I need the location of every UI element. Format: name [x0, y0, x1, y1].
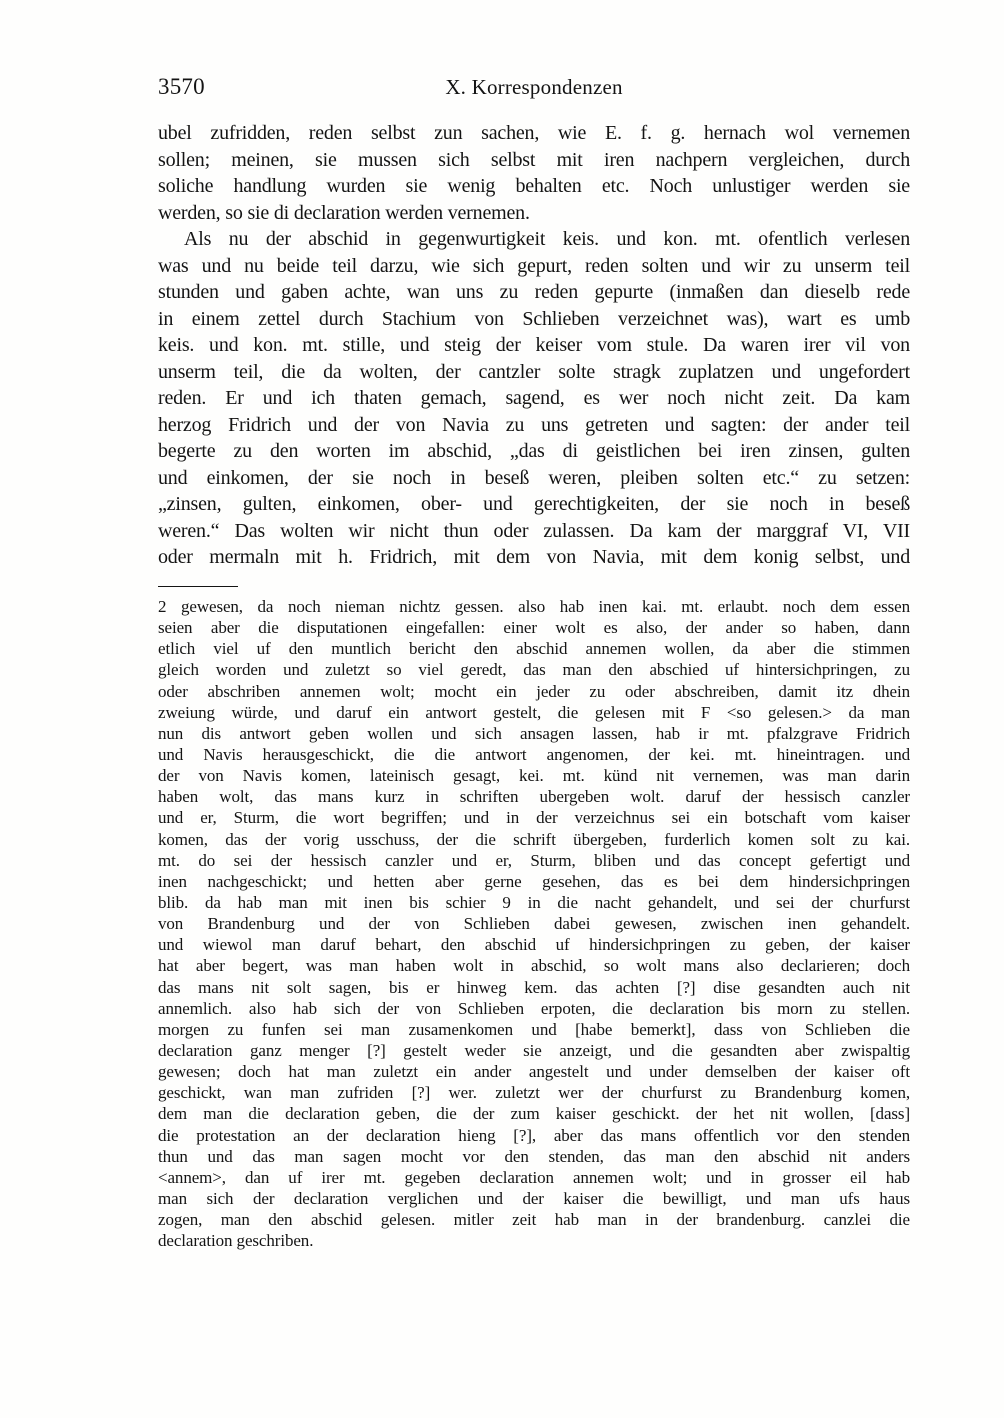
body-line: weren.“ Das wolten wir nicht thun oder zulassen. Da kam der marggraf VI, VII — [158, 519, 910, 542]
footnote-line: declaration geschriben. — [158, 1231, 314, 1251]
footnote-line: gleich worden und zuletzt so viel geredt, das man den abschied uf hintersichpringen, zu — [158, 660, 910, 680]
running-header: X. Korrespondenzen — [445, 75, 623, 99]
footnote-line: oder abschriben annemen wolt; mocht ein jeder zu oder abschreiben, damit itz dhein — [158, 681, 910, 701]
footnote-line: zweiung würde, und daruf ein antwort gestelt, die gelesen mit F <so gelesen.> da man — [158, 702, 910, 722]
footnote-line: gewesen; doch hat man zuletzt ein ander angestelt und under demselben der kaiser oft — [158, 1062, 910, 1082]
body-line: in einem zettel durch Stachium von Schlieben verzeichnet was), wart es umb — [158, 307, 910, 330]
footnote-line: und wiewol man daruf behart, den abschid uf hindersichpringen zu geben, der kaiser — [158, 935, 910, 955]
body-line: reden. Er und ich thaten gemach, sagend, es wer noch nicht zeit. Da kam — [158, 387, 910, 409]
footnote-block — [158, 596, 910, 1251]
footnote-line: hat aber begert, was man haben wolt in abschid, so wolt mans also declarieren; doch — [158, 956, 910, 976]
footnote-line: zogen, man den abschid gelesen. mitler zeit hab man in der brandenburg. canzlei die — [158, 1210, 910, 1230]
footnote-line: annemlich. also hab sich der von Schlieben erpoten, die declaration bis morn zu stellen. — [158, 998, 910, 1018]
footnote-line: <annem>, dan uf irer mt. gegeben declaration annemen wolt; und in grosser eil hab — [158, 1167, 910, 1187]
body-line: keis. und kon. mt. stille, und steig der keiser vom stule. Da waren irer vil von — [158, 334, 910, 356]
footnote-line: etlich viel uf den muntlich bericht den abschid annemen wollen, da aber die stimmen — [158, 639, 910, 659]
footnote-line: mt. do sei der hessisch canzler und er, Sturm, bliben und das concept gefertigt und — [158, 850, 910, 870]
footnote-line: inen nachgeschickt; und hetten aber gerne gesehen, das es bei dem hindersichpringen — [158, 871, 910, 891]
footnote-line: der von Navis komen, lateinisch gesagt, kei. mt. künd nit vernemen, was man darin — [158, 766, 910, 786]
footnote-line: blib. da hab man mit inen bis schier 9 in die nacht gehandelt, und sei der churfurst — [158, 892, 910, 912]
footnote-line: 2 gewesen, da noch nieman nichtz gessen. also hab inen kai. mt. erlaubt. noch dem essen — [158, 597, 910, 616]
footnote-line: und Navis herausgeschickt, die die antwort angenomen, der kei. mt. hineintragen. und — [158, 744, 910, 764]
footnote-line: dem man die declaration geben, die der zum kaiser geschickt. der het nit wollen, [dass] — [158, 1104, 910, 1124]
footnote-line: von Brandenburg und der von Schlieben dabei gewesen, zwischen inen gehandelt. — [158, 914, 910, 934]
footnote-line: haben wolt, das mans kurz in schriften ubergeben wolt. daruf der hessisch canzler — [158, 787, 910, 807]
body-line: was und nu beide teil darzu, wie sich gepurt, reden solten und wir zu unserm teil — [158, 254, 910, 277]
footnote-line: man sich der declaration verglichen und der kaiser die bewilligt, und man ufs haus — [158, 1188, 910, 1208]
footnote-line: die protestation an der declaration hieng [?], aber das mans offentlich vor den stenden — [158, 1125, 910, 1145]
body-line: stunden und gaben achte, wan uns zu reden gepurte (inmaßen dan dieselb rede — [158, 281, 910, 303]
footnote-line: seien aber die disputationen eingefallen: einer wolt es also, der ander so haben, dann — [158, 618, 910, 638]
body-line: begerte zu den worten im abschid, „das di geistlichen bei iren zinsen, gulten — [158, 440, 910, 462]
footnote-line: und er, Sturm, die wort begriffen; und in der verzeichnus sei ein botschaft vom kaiser — [158, 808, 910, 828]
page-header — [158, 74, 910, 102]
footnote-line: thun und das man sagen mocht vor den stenden, das man den abschid nit anders — [158, 1146, 910, 1166]
body-line: und einkomen, der sie noch in beseß weren, pleiben solten etc.“ zu setzen: — [158, 466, 910, 489]
footnote-line: das mans nit solt sagen, bis er hinweg kem. das achten [?] dise gesandten auch nit — [158, 977, 910, 997]
body-line: sollen; meinen, sie mussen sich selbst mit iren nachpern vergleichen, durch — [158, 148, 910, 171]
body-line: werden, so sie di declaration werden vernemen. — [158, 201, 530, 224]
footnote-line: geschickt, wan man zufriden [?] wer. zuletzt wer der churfurst zu Brandenburg komen, — [158, 1083, 910, 1103]
body-line: „zinsen, gulten, einkomen, ober- und gerechtigkeiten, der sie noch in beseß — [158, 493, 910, 515]
body-line: soliche handlung wurden sie wenig behalten etc. Noch unlustiger werden sie — [158, 175, 910, 197]
footnote-line: morgen zu funfen sei man zusamenkomen und [habe bemerkt], dass von Schlieben die — [158, 1019, 910, 1039]
body-line: ubel zufridden, reden selbst zun sachen, wie E. f. g. hernach wol vernemen — [158, 122, 910, 144]
body-line: Als nu der abschid in gegenwurtigkeit keis. und kon. mt. ofentlich verlesen — [184, 228, 910, 250]
body-line: herzog Fridrich und der von Navia zu uns getreten und sagten: der ander teil — [158, 413, 910, 436]
footnote-line: komen, das der vorig usschuss, der die schrift übergeben, furderlich komen solt zu kai. — [158, 829, 910, 849]
page-number: 3570 — [158, 74, 205, 99]
body-line: unserm teil, die da wolten, der cantzler solte stragk zuplatzen und ungefordert — [158, 360, 910, 383]
footnote-line: declaration ganz menger [?] gestelt weder sie anzeigt, und die gesandten aber zwispaltig — [158, 1040, 910, 1060]
body-line: oder mermaln mit h. Fridrich, mit dem von Navia, mit dem konig selbst, und — [158, 546, 910, 568]
footnote-line: nun dis antwort geben wollen und sich ansagen lassen, hab ir mt. pfalzgrave Fridrich — [158, 723, 910, 743]
footnote-separator-rule — [158, 586, 238, 587]
body-paragraphs — [158, 120, 910, 571]
